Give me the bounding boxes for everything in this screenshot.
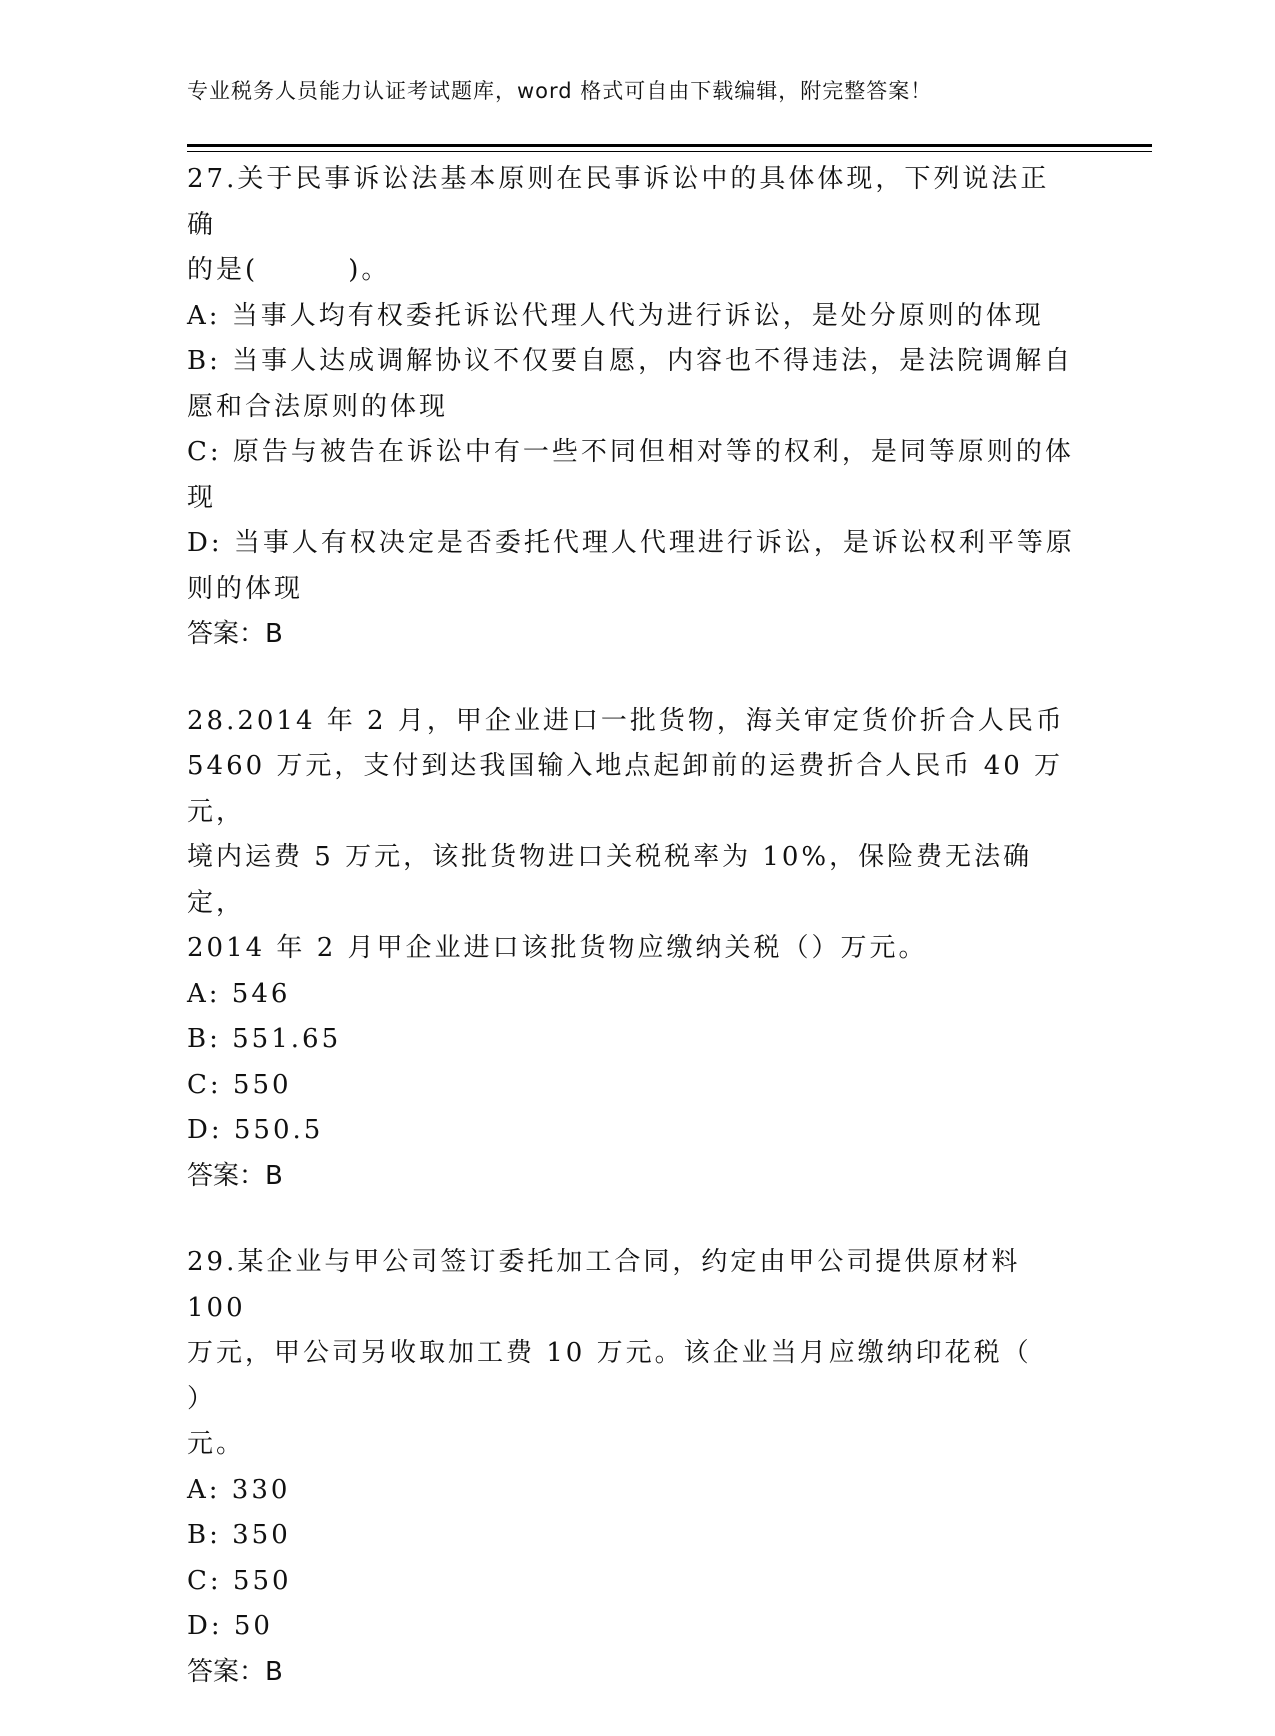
question-list [187, 157, 1077, 1736]
page-header: 专业税务人员能力认证考试题库，word 格式可自由下载编辑，附完整答案！ [187, 79, 933, 103]
question-stem-line: 的是( )。 [187, 255, 391, 285]
question-stem-line: 28.2014 年 2 月，甲企业进口一批货物，海关审定货价折合人民币 [187, 705, 1065, 736]
option-b: B: 350 [187, 1520, 291, 1550]
answer-line: 答案：B [187, 619, 283, 649]
question-stem-line: 境内运费 5 万元，该批货物进口关税税率为 10%，保险费无法确定， [187, 842, 1033, 918]
question-stem-line: 5460 万元，支付到达我国输入地点起卸前的运费折合人民币 40 万元， [187, 751, 1064, 827]
option-d: D: 550.5 [187, 1115, 324, 1145]
question-stem-line: 29.某企业与甲公司签订委托加工合同，约定由甲公司提供原材料 100 [187, 1247, 1032, 1323]
option-c: C: 原告与被告在诉讼中有一些不同但相对等的权利，是同等原则的体 [187, 437, 1074, 467]
option-a: A: 当事人均有权委托诉讼代理人代为进行诉讼，是处分原则的体现 [187, 300, 1044, 331]
option-b: B: 551.65 [187, 1024, 342, 1054]
option-d: D: 当事人有权决定是否委托代理人代理进行诉讼，是诉讼权利平等原 [187, 528, 1075, 558]
answer-line: 答案：B [187, 1160, 283, 1191]
question-27 [187, 157, 1077, 658]
question-28 [187, 699, 1077, 1200]
option-d: D: 50 [187, 1611, 273, 1641]
question-stem-line: 元。 [187, 1429, 246, 1459]
option-c: C: 550 [187, 1565, 292, 1596]
header-rule-thin [187, 151, 1152, 152]
question-stem-line: 27.关于民事诉讼法基本原则在民事诉讼中的具体体现，下列说法正确 [187, 164, 1050, 240]
header-rule-thick [187, 144, 1152, 147]
option-d-continued: 则的体现 [187, 573, 304, 604]
question-stem-line: 万元，甲公司另收取加工费 10 万元。该企业当月应缴纳印花税（ ） [187, 1338, 1066, 1414]
question-stem-line: 2014 年 2 月甲企业进口该批货物应缴纳关税（）万元。 [187, 933, 928, 963]
option-c-continued: 现 [187, 482, 217, 513]
option-b-continued: 愿和合法原则的体现 [187, 391, 449, 422]
answer-line: 答案：B [187, 1656, 283, 1687]
option-b: B: 当事人达成调解协议不仅要自愿，内容也不得违法，是法院调解自 [187, 346, 1074, 376]
option-a: A: 546 [187, 978, 291, 1009]
option-c: C: 550 [187, 1069, 292, 1100]
option-a: A: 330 [187, 1474, 291, 1505]
question-29 [187, 1240, 1077, 1695]
